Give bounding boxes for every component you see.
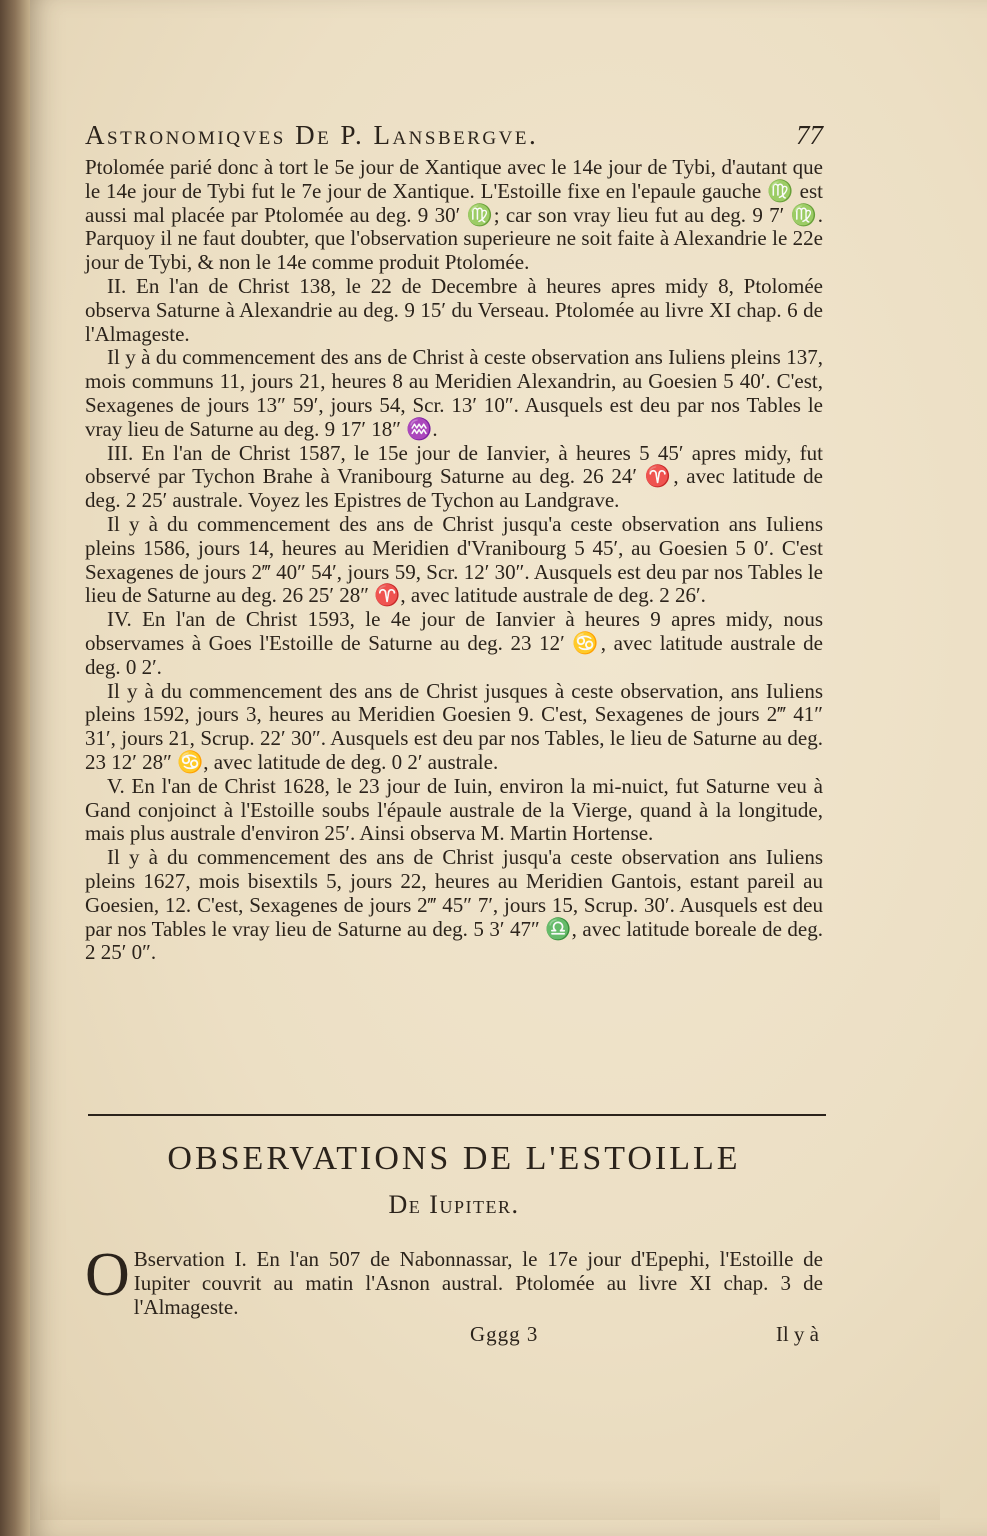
- signature-mark: Gggg 3: [470, 1322, 539, 1346]
- section-divider: [88, 1114, 826, 1116]
- paragraph: Il y à du commencement des ans de Christ jusques à ceste observation, ans Iuliens pleins 1592, jours 3, heures au Meridien Goesien 9. C'est, Sexagenes de jours 2‴ 41″ 31′, jours 21, Scrup. 22′ 30″. Ausquels est deu par nos Tables, le lieu de Saturne au deg. 23 12′ 28″ ♋, avec latitude de deg. 0 2′ australe.: [85, 678, 823, 774]
- paragraph: Il y à du commencement des ans de Christ jusqu'a ceste observation ans Iuliens pleins 1586, jours 14, heures au Meridien d'Vranibourg 5 45′, au Goesien 5 0′. C'est Sexagenes de jours 2‴ 40″ 54′, jours 59, Scr. 12′ 30″. Ausquels est deu par nos Tables le lieu de Saturne au deg. 26 25′ 28″ ♈, avec latitude australe de deg. 2 26′.: [85, 511, 823, 608]
- page-header: [85, 120, 823, 156]
- paragraph: Bservation I. En l'an 507 de Nabonnassar, le 17e jour d'Epephi, l'Estoille de Iupiter couvrit au matin l'Asnon austral. Ptolomée au livre XI chap. 3 de l'Almageste.: [133, 1247, 823, 1319]
- body-text: [85, 156, 823, 965]
- paragraph: Ptolomée parié donc à tort le 5e jour de Xantique avec le 14e jour de Tybi, d'autant que le 14e jour de Tybi fut le 7e jour de Xantique. L'Estoille fixe en l'epaule gauche ♍ est aussi mal placée par Ptolomée au deg. 9 30′ ♍; car son vray lieu fut au deg. 9 7′ ♍. Parquoy il ne faut doubter, que l'observation superieure ne soit faite à Alexandrie le 22e jour de Tybi, & non le 14e comme produit Ptolomée.: [85, 155, 823, 275]
- paragraph: Il y à du commencement des ans de Christ jusqu'a ceste observation ans Iuliens pleins 1627, mois bisextils 5, jours 22, heures au Meridien Gantois, estant pareil au Goesien, 12. C'est, Sexagenes de jours 2‴ 45″ 7′, jours 15, Scrup. 30′. Ausquels est deu par nos Tables le vray lieu de Saturne au deg. 5 3′ 47″ ♎, avec latitude boreale de deg. 2 25′ 0″.: [85, 845, 823, 965]
- paragraph: V. En l'an de Christ 1628, le 23 jour de Iuin, environ la mi-nuict, fut Saturne veu à Gand conjoinct à l'Estoille soubs l'épaule australe de la Vierge, quand à la longitude, mais plus australe d'environ 25′. Ainsi observa M. Martin Hortense.: [85, 773, 823, 846]
- section-body: [85, 1241, 823, 1319]
- paragraph: II. En l'an de Christ 138, le 22 de Decembre à heures apres midy 8, Ptolomée observa Saturne à Alexandrie au deg. 9 15′ du Verseau. Ptolomée au livre XI chap. 6 de l'Almageste.: [85, 273, 823, 346]
- catchword: Il y à: [775, 1322, 819, 1346]
- page-number: 77: [796, 120, 823, 150]
- paragraph: Il y à du commencement des ans de Christ à ceste observation ans Iuliens pleins 137, mois communs 11, jours 21, heures 8 au Meridien Alexandrin, au Goesien 5 40′. C'est, Sexagenes de jours 13″ 59′, jours 54, Scr. 13′ 10″. Ausquels est deu par nos Tables le vray lieu de Saturne au deg. 9 17′ 18″ ♒.: [85, 345, 823, 441]
- running-title: Astronomiqves De P. Lansbergve.: [85, 120, 539, 150]
- paragraph: IV. En l'an de Christ 1593, le 4e jour de Ianvier à heures 9 apres midy, nous observames à Goes l'Estoille de Saturne au deg. 23 12′ ♋, avec latitude australe de deg. 0 2′.: [85, 607, 823, 679]
- section-title: OBSERVATIONS DE L'ESTOILLE: [167, 1140, 741, 1177]
- page-footer: [85, 1322, 823, 1352]
- paragraph: III. En l'an de Christ 1587, le 15e jour de Ianvier, à heures 5 45′ apres midy, fut observé par Tychon Brahe à Vranibourg Saturne au deg. 26 24′ ♈, avec latitude de deg. 2 25′ australe. Voyez les Epistres de Tychon au Landgrave.: [85, 440, 823, 513]
- drop-cap: O: [85, 1241, 130, 1309]
- paper-shading: [40, 1480, 940, 1520]
- section-subtitle: De Iupiter.: [388, 1190, 520, 1219]
